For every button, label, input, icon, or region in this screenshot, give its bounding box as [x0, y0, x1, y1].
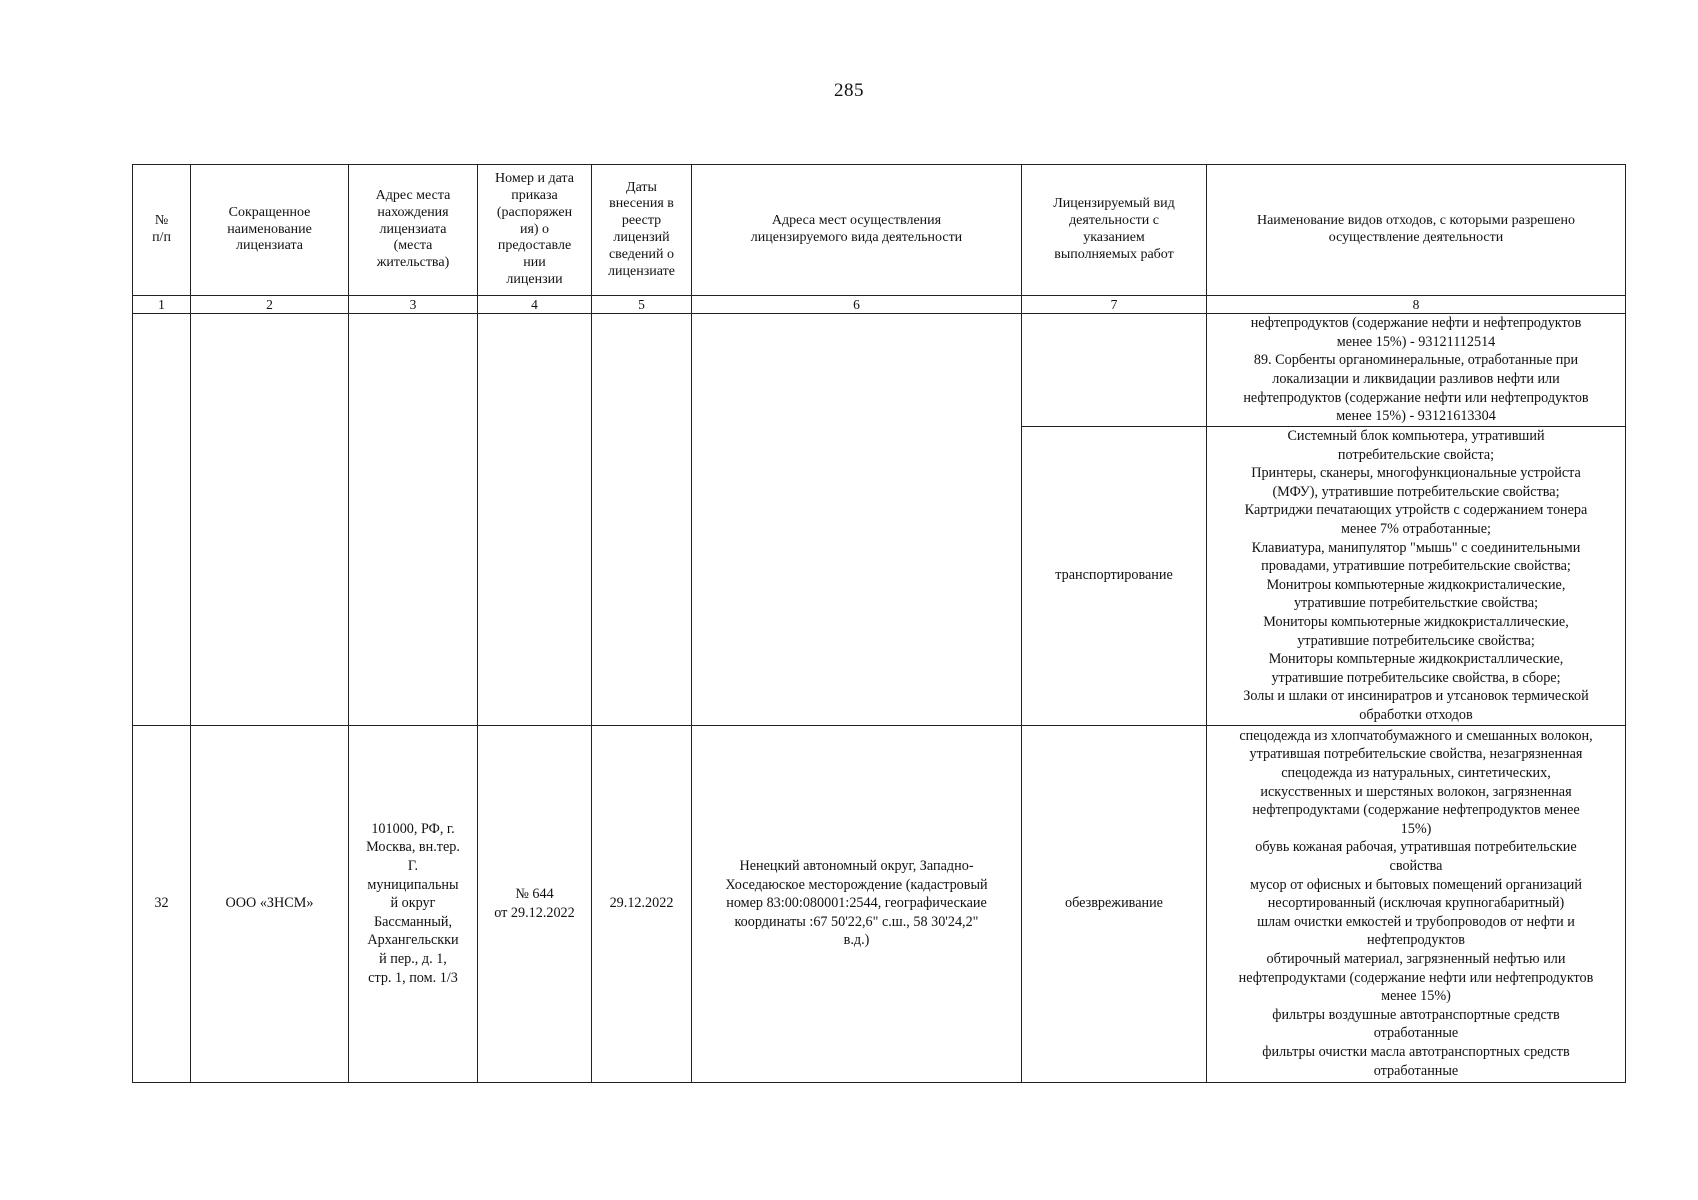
address-line: Бассманный, — [373, 913, 453, 930]
page-number: 285 — [834, 80, 864, 101]
cell-activity: транспортирование — [1022, 427, 1207, 726]
header-row — [133, 165, 1626, 296]
waste-line: спецодежда из натуральных, синтетических, — [1281, 765, 1551, 782]
cell-licensee-address — [349, 725, 478, 1082]
waste-line: обработки отходов — [1359, 706, 1473, 723]
waste-line: спецодежда из хлопчатобумажного и смешанных волокон, — [1239, 727, 1593, 744]
cell-order-empty — [478, 314, 592, 726]
waste-line: утратившая потребительские свойства, незагрязненная — [1249, 746, 1583, 763]
waste-line: локализации и ликвидации разливов нефти или — [1272, 371, 1560, 387]
cell-places-empty — [692, 314, 1022, 726]
waste-line: Клавиатура, манипулятор "мышь" с соединительными — [1251, 539, 1581, 556]
waste-line: менее 15%) — [1381, 988, 1451, 1005]
address-line: 101000, РФ, г. — [371, 820, 455, 837]
waste-line: утратившие потребительсике свойства, в сборе; — [1271, 669, 1561, 686]
header-places: Адреса мест осуществления лицензируемого вида деятельности — [692, 165, 1022, 296]
waste-line: менее 15%) - 93121613304 — [1336, 408, 1496, 425]
waste-line: фильтры воздушные автотранспортные средств — [1272, 1006, 1560, 1023]
place-line: Хоседаюское месторождение (кадастровый — [725, 876, 988, 893]
header-waste: Наименование видов отходов, с которыми разрешено осуществление деятельности — [1207, 165, 1626, 296]
column-number: 5 — [592, 296, 692, 314]
waste-line: нефтепродуктов (содержание нефти и нефтепродуктов — [1250, 315, 1582, 332]
address-line: Архангельскки — [367, 932, 459, 949]
waste-line: 89. Сорбенты органоминеральные, отработанные при — [1253, 352, 1579, 369]
place-line: Ненецкий автономный округ, Западно- — [739, 858, 974, 875]
address-line: муниципальны — [367, 876, 459, 893]
waste-line: свойства — [1389, 858, 1443, 875]
address-line: й округ — [390, 895, 436, 912]
cell-registry-date-empty — [592, 314, 692, 726]
waste-line: нефтепродуктов — [1367, 932, 1465, 949]
waste-line: искусственных и шерстяных волокон, загрязненная — [1260, 783, 1572, 800]
waste-line: утратившие потребительсткие свойства; — [1293, 595, 1539, 612]
address-line: й пер., д. 1, — [379, 950, 447, 967]
header-number-line-2: п/п — [152, 230, 171, 245]
column-number: 4 — [478, 296, 592, 314]
table-row — [133, 314, 1626, 427]
cell-name-empty — [191, 314, 349, 726]
waste-line: шлам очистки емкостей и трубопроводов от нефти и — [1257, 913, 1575, 930]
order-number: № 644 — [515, 885, 554, 902]
waste-line: отработанные — [1373, 1062, 1459, 1079]
column-number: 3 — [349, 296, 478, 314]
waste-line: утратившие потребительсике свойства; — [1297, 632, 1535, 649]
cell-waste-list — [1207, 725, 1626, 1082]
column-number: 6 — [692, 296, 1022, 314]
order-date: от 29.12.2022 — [494, 904, 575, 921]
column-number-row — [133, 296, 1626, 314]
address-line: Г. — [407, 858, 419, 875]
waste-line: обтирочный материал, загрязненный нефтью или — [1266, 950, 1566, 967]
column-number: 8 — [1207, 296, 1626, 314]
cell-address-empty — [349, 314, 478, 726]
waste-line: Системный блок компьютера, утративший — [1287, 428, 1545, 444]
waste-line: (МФУ), утратившие потребительские свойства; — [1272, 483, 1560, 500]
waste-line: нефтепродуктами (содержание нефтепродуктов менее — [1252, 802, 1580, 819]
cell-order — [478, 725, 592, 1082]
cell-waste-list — [1207, 314, 1626, 427]
place-line: номер 83:00:080001:2544, географическаие — [726, 895, 987, 912]
header-activity: Лицензируемый вид деятельности с указанием выполняемых работ — [1022, 165, 1207, 296]
place-line: в.д.) — [843, 932, 870, 949]
cell-activity-empty — [1022, 314, 1207, 427]
waste-line: Принтеры, сканеры, многофункциональные устройста — [1251, 465, 1581, 482]
header-number-line-1: № — [154, 213, 169, 229]
cell-licensee-name: ООО «ЗНСМ» — [191, 725, 349, 1082]
waste-line: отработанные — [1373, 1025, 1459, 1042]
header-name: Сокращенное наименование лицензиата — [191, 165, 349, 296]
cell-places — [692, 725, 1022, 1082]
waste-line: нефтепродуктов (содержание нефти или нефтепродуктов — [1243, 389, 1589, 406]
waste-line: несортированный (исключая крупногабаритный) — [1267, 895, 1565, 912]
waste-line: менее 15%) - 93121112514 — [1336, 333, 1496, 350]
license-registry-table — [132, 164, 1626, 1083]
waste-line: потребительские свойста; — [1337, 446, 1495, 463]
cell-activity: обезвреживание — [1022, 725, 1207, 1082]
cell-registry-date: 29.12.2022 — [592, 725, 692, 1082]
waste-line: провадами, утратившие потребительские свойства; — [1261, 558, 1571, 575]
waste-line: менее 7% отработанные; — [1341, 520, 1491, 537]
column-number: 7 — [1022, 296, 1207, 314]
table-row — [133, 725, 1626, 1082]
waste-line: мусор от офисных и бытовых помещений организаций — [1250, 876, 1582, 893]
header-address: Адрес места нахождения лицензиата (места жительства) — [349, 165, 478, 296]
waste-line: Картриджи печатающих утройств с содержанием тонера — [1244, 502, 1588, 519]
cell-waste-list — [1207, 427, 1626, 726]
waste-line: 15%) — [1400, 820, 1432, 837]
column-number: 1 — [133, 296, 191, 314]
address-line: стр. 1, пом. 1/3 — [368, 969, 458, 986]
place-line: координаты :67 50'22,6" с.ш., 58 30'24,2" — [734, 913, 979, 930]
waste-line: нефтепродуктами (содержание нефти или нефтепродуктов — [1238, 969, 1594, 986]
cell-number: 32 — [133, 725, 191, 1082]
waste-line: Монитроы компьютерные жидкокристалические, — [1266, 576, 1566, 593]
header-number — [133, 165, 191, 296]
header-registry-date: Даты внесения в реестр лицензий сведений о лицензиате — [592, 165, 692, 296]
waste-line: Золы и шлаки от инсиниратров и утсановок термической — [1243, 688, 1589, 705]
cell-number-empty — [133, 314, 191, 726]
address-line: Москва, вн.тер. — [366, 839, 460, 856]
waste-line: Мониторы компьтерные жидкокристаллические, — [1268, 651, 1564, 668]
waste-line: обувь кожаная рабочая, утратившая потребительские — [1255, 839, 1577, 856]
header-order: Номер и дата приказа (распоряжен ия) о предоставле нии лицензии — [478, 165, 592, 296]
waste-line: фильтры очистки масла автотранспортных средств — [1262, 1043, 1570, 1060]
waste-line: Мониторы компьютерные жидкокристаллические, — [1263, 613, 1569, 630]
column-number: 2 — [191, 296, 349, 314]
